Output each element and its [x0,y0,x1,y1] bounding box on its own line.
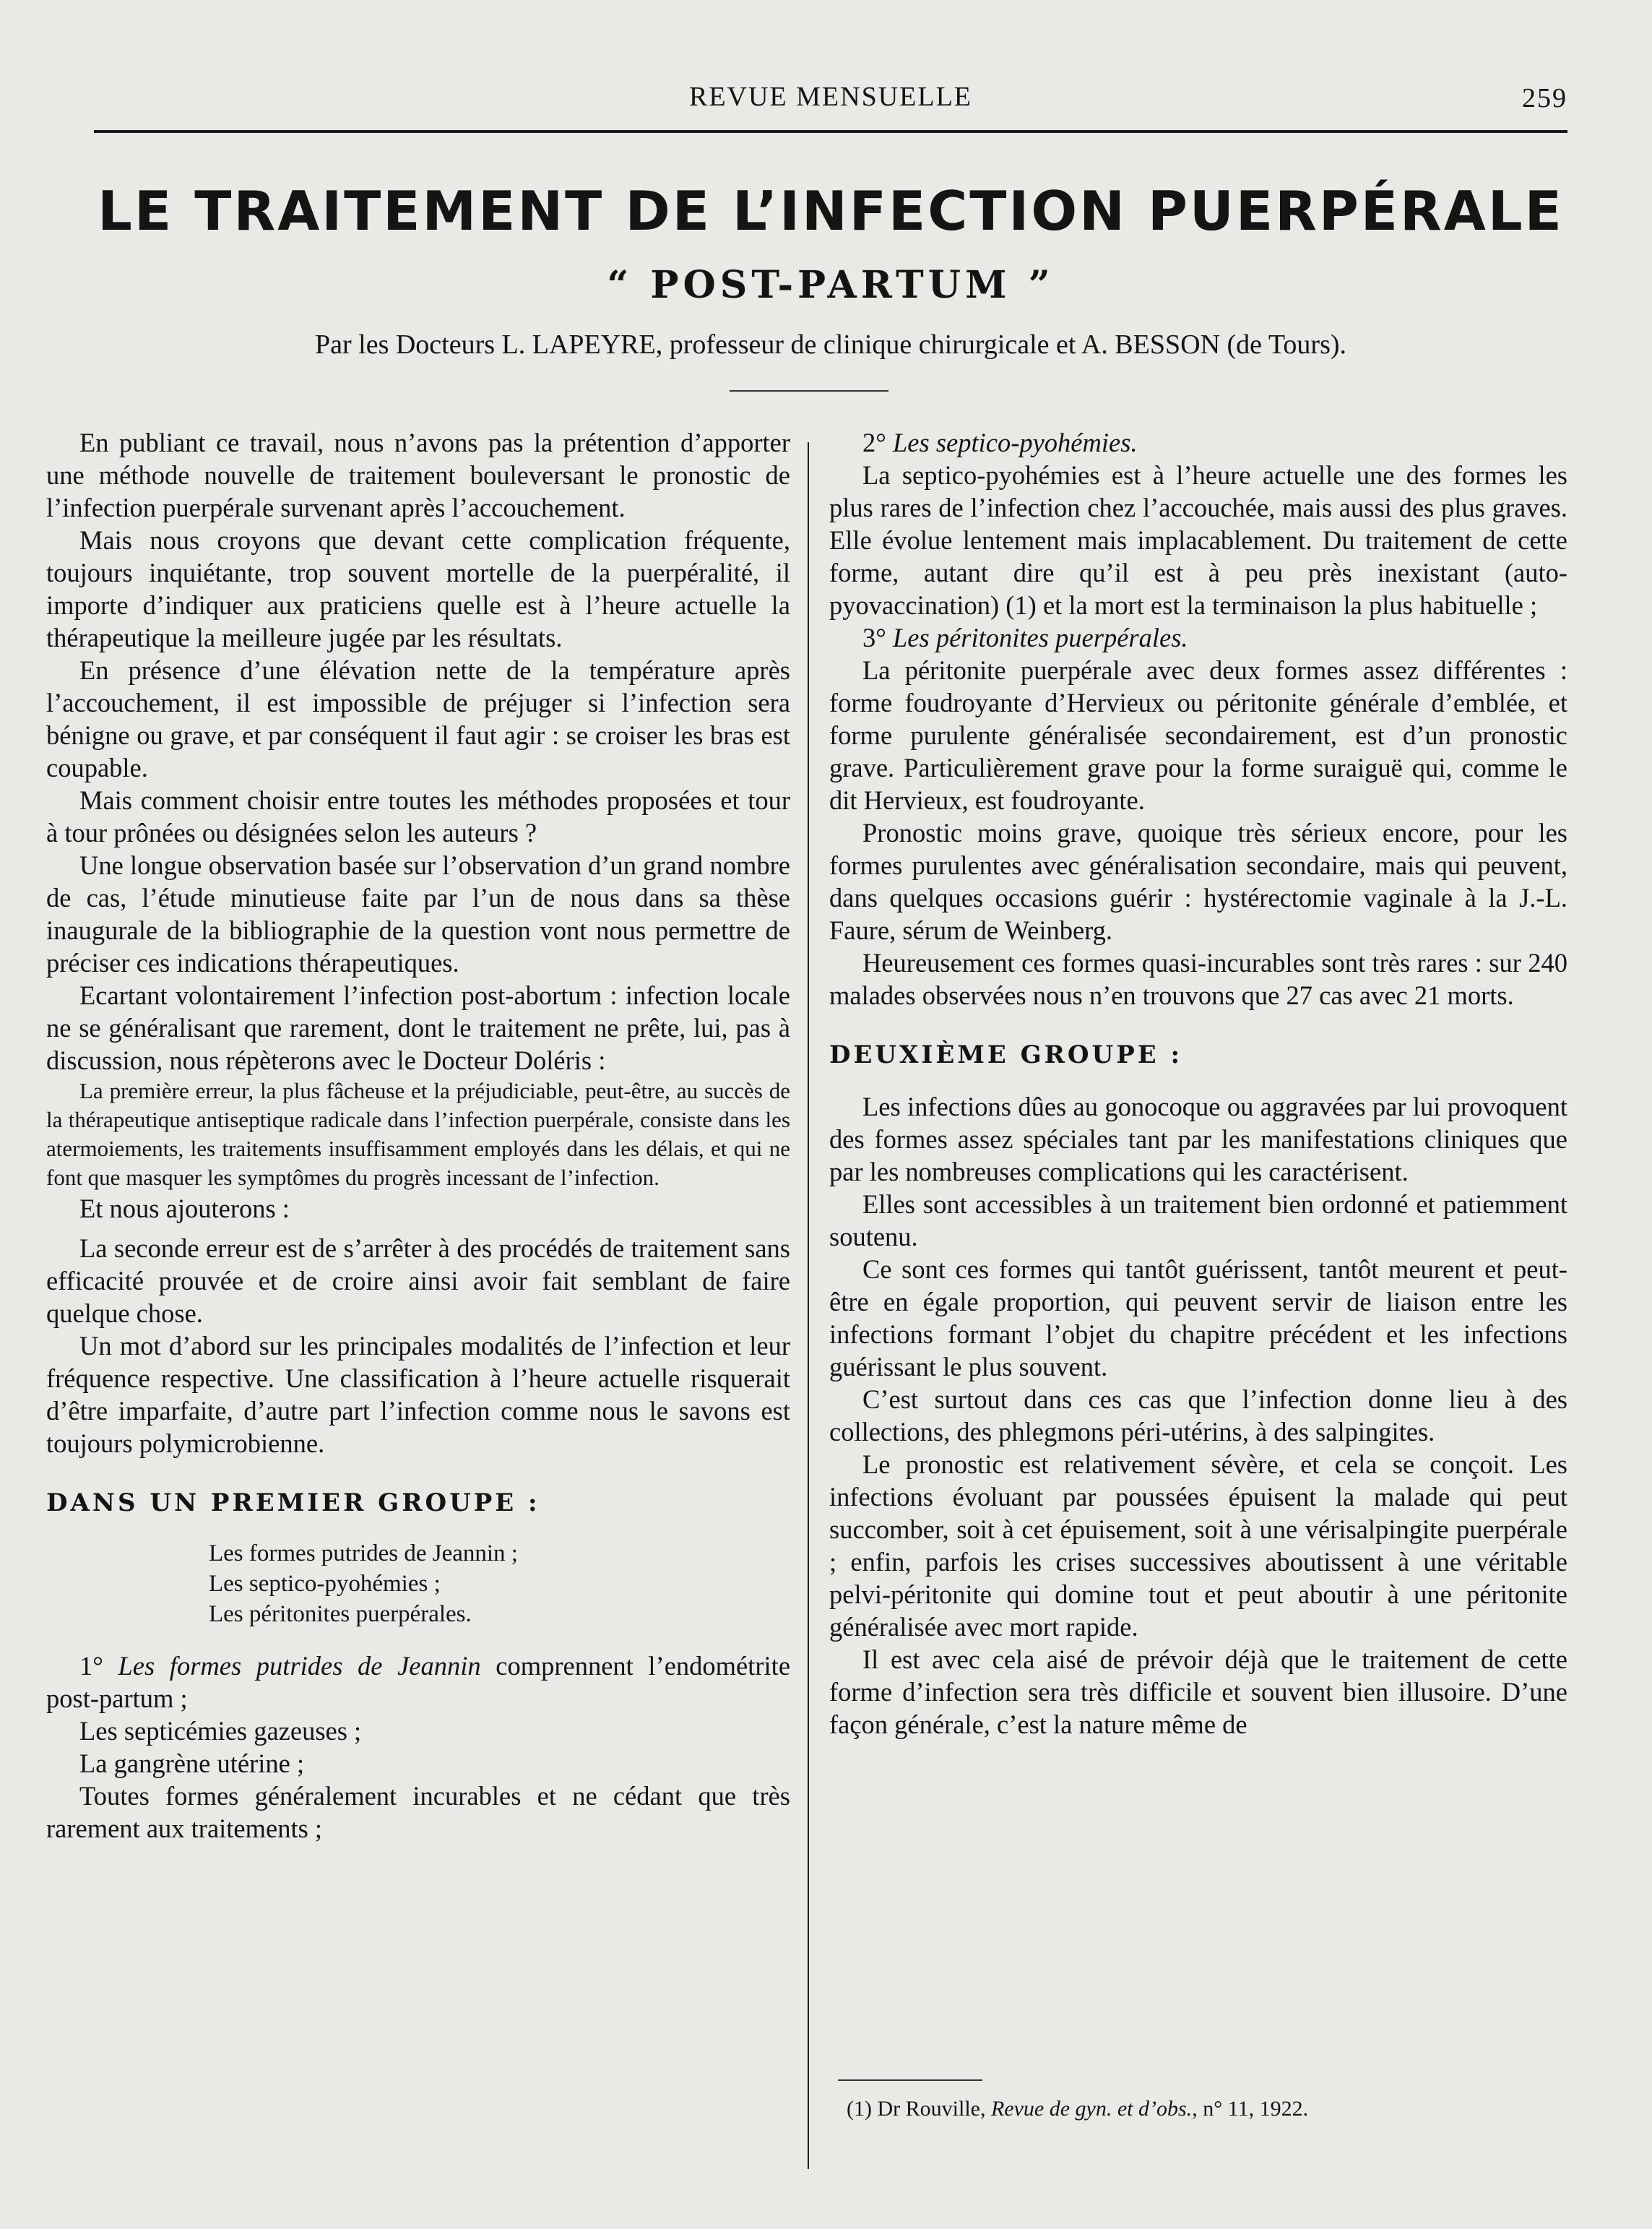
section-number: 1° [79,1651,103,1681]
page-number: 259 [1522,83,1567,113]
paragraph: Mais nous croyons que devant cette complication fréquente, toujours inquiétante, trop souvent mortelle de la puerpéralité, il importe d’indiquer aux praticiens quelle est à l’heure actuelle la thérapeutique la meilleure jugée par les résultats. [46,525,790,652]
paragraph: Une longue observation basée sur l’observation d’un grand nombre de cas, l’étude minutieuse faite par l’un de nous dans sa thèse inaugurale de la bibliographie de la question vont nous permettre de préciser ces indications thérapeutiques. [46,850,790,978]
paragraph: La péritonite puerpérale avec deux formes assez différentes : forme foudroyante d’Hervieux ou péritonite générale d’emblée, et forme purulente généralisée secondairement, est d’un pronostic grave. Particulièrement grave pour la forme suraiguë qui, comme le dit Hervieux, est foudroyante. [829,655,1567,815]
footnote-rule [838,2079,982,2081]
paragraph: Ecartant volontairement l’infection post-abortum : infection locale ne se généralisant que rarement, dont le traitement ne prête, lui, pas à discussion, nous répèterons avec le Docteur Doléris : [46,980,790,1075]
paragraph: La gangrène utérine ; [79,1749,305,1778]
paragraph: La septico-pyohémies est à l’heure actuelle une des formes les plus rares de l’infection chez l’accouchée, mais aussi des plus graves. Elle évolue lentement mais implacablement. Du traitement de cette forme, autant dire qu’il est à peu près inexistant (auto-pyovaccination) (1) et la mort est la terminaison la plus habituelle ; [829,460,1567,620]
section-title: Les septico-pyohémies. [892,428,1138,457]
right-column [829,426,1567,1741]
paragraph: Les septicémies gazeuses ; [79,1716,362,1746]
paragraph: Les infections dûes au gonocoque ou aggravées par lui provoquent des formes assez spéciales tant par les manifestations cliniques que par les nombreuses complications qui les caractérisent. [829,1092,1567,1186]
paragraph: Pronostic moins grave, quoique très sérieux encore, pour les formes purulentes avec généralisation secondaire, mais qui peuvent, dans quelques occasions guérir : hystérectomie vaginale à la J.-L. Faure, sérum de Weinberg. [829,818,1567,945]
journal-title: REVUE MENSUELLE [688,82,973,112]
section-one-paragraph [46,1650,790,1715]
paragraph: En présence d’une élévation nette de la température après l’accouchement, il est impossible de préjuger si l’infection sera bénigne ou grave, et par conséquent il faut agir : se croiser les bras est coupable. [46,655,790,782]
paragraph: Mais comment choisir entre toutes les méthodes proposées et tour à tour prônées ou désignées selon les auteurs ? [46,785,790,848]
footnote [847,2097,1308,2121]
paragraph: Et nous ajouterons : [79,1194,290,1223]
list-item: Les septico-pyohémies ; [209,1571,441,1597]
paragraph: C’est surtout dans ces cas que l’infection donne lieu à des collections, des phlegmons péri-utérins, à des salpingites. [829,1384,1567,1447]
header-rule [94,130,1567,133]
section-title: Les formes putrides de Jeannin [118,1651,481,1681]
paragraph: Toutes formes généralement incurables et ne cédant que très rarement aux traitements ; [46,1781,790,1843]
section-number: 3° [862,623,886,652]
doleris-quote: La première erreur, la plus fâcheuse et la préjudiciable, peut-être, au succès de la thérapeutique antiseptique radicale dans l’infection puerpérale, consiste dans les atermoiements, les traitements insuffisamment employés dans les délais, et qui ne font que masquer les symptômes du progrès incessant de l’infection. [46,1078,790,1190]
group-one-heading: DANS UN PREMIER GROUPE : [46,1488,540,1517]
paragraph: Heureusement ces formes quasi-incurables sont très rares : sur 240 malades observées nous n’en trouvons que 27 cas avec 21 morts. [829,948,1567,1010]
running-head [94,77,1567,120]
title-separator [730,390,888,392]
footnote-journal: Revue de gyn. et d’obs. [990,2097,1193,2121]
list-item: Les péritonites puerpérales. [209,1601,472,1627]
section-title: Les péritonites puerpérales. [892,623,1188,652]
footnote-prefix: (1) Dr Rouville, [847,2097,991,2121]
paragraph: La seconde erreur est de s’arrêter à des procédés de traitement sans efficacité prouvée et de croire ainsi avoir fait semblant de faire quelque chose. [46,1233,790,1328]
section-three-heading [829,621,1567,654]
article-subtitle: “ POST-PARTUM ” [607,263,1055,307]
article-authors: Par les Docteurs L. LAPEYRE, professeur de clinique chirurgicale et A. BESSON (de Tours). [314,329,1347,360]
paragraph: Il est avec cela aisé de prévoir déjà que le traitement de cette forme d’infection sera très difficile et souvent bien illusoire. D’une façon générale, c’est la nature même de [829,1644,1567,1739]
section-number: 2° [862,428,886,457]
column-divider [808,442,809,2169]
paragraph: Un mot d’abord sur les principales modalités de l’infection et leur fréquence respective. Une classification à l’heure actuelle risquerait d’être imparfaite, d’autre part l’infection comme nous le savons est toujours polymicrobienne. [46,1331,790,1458]
paragraph: Le pronostic est relativement sévère, et cela se conçoit. Les infections évoluant par poussées épuisent la malade qui peut succomber, soit à cet épuisement, soit à une vérisalpingite puerpérale ; enfin, parfois les crises successives aboutissent à une véritable pelvi-péritonite qui domine tout et peut aboutir à une péritonite généralisée avec mort rapide. [829,1449,1567,1642]
left-column [46,426,790,1845]
section-text: comprennent l’endométrite post-partum ; [46,1651,791,1713]
group-two-heading: DEUXIÈME GROUPE : [829,1040,1183,1069]
list-item: Les formes putrides de Jeannin ; [209,1540,518,1566]
footnote-suffix: , n° 11, 1922. [1192,2097,1309,2121]
paragraph: Elles sont accessibles à un traitement bien ordonné et patiemment soutenu. [829,1189,1567,1251]
group-one-list [209,1538,790,1629]
paragraph: Ce sont ces formes qui tantôt guérissent, tantôt meurent et peut-être en égale proportion, qui peuvent servir de liaison entre les infections formant l’objet du chapitre précédent et les infections guérissant le plus souvent. [829,1254,1567,1381]
paragraph: En publiant ce travail, nous n’avons pas la prétention d’apporter une méthode nouvelle de traitement bouleversant le pronostic de l’infection puerpérale survenant après l’accouchement. [46,428,790,522]
section-two-heading [829,426,1567,459]
article-title: LE TRAITEMENT DE L’INFECTION PUERPÉRALE [98,179,1564,243]
